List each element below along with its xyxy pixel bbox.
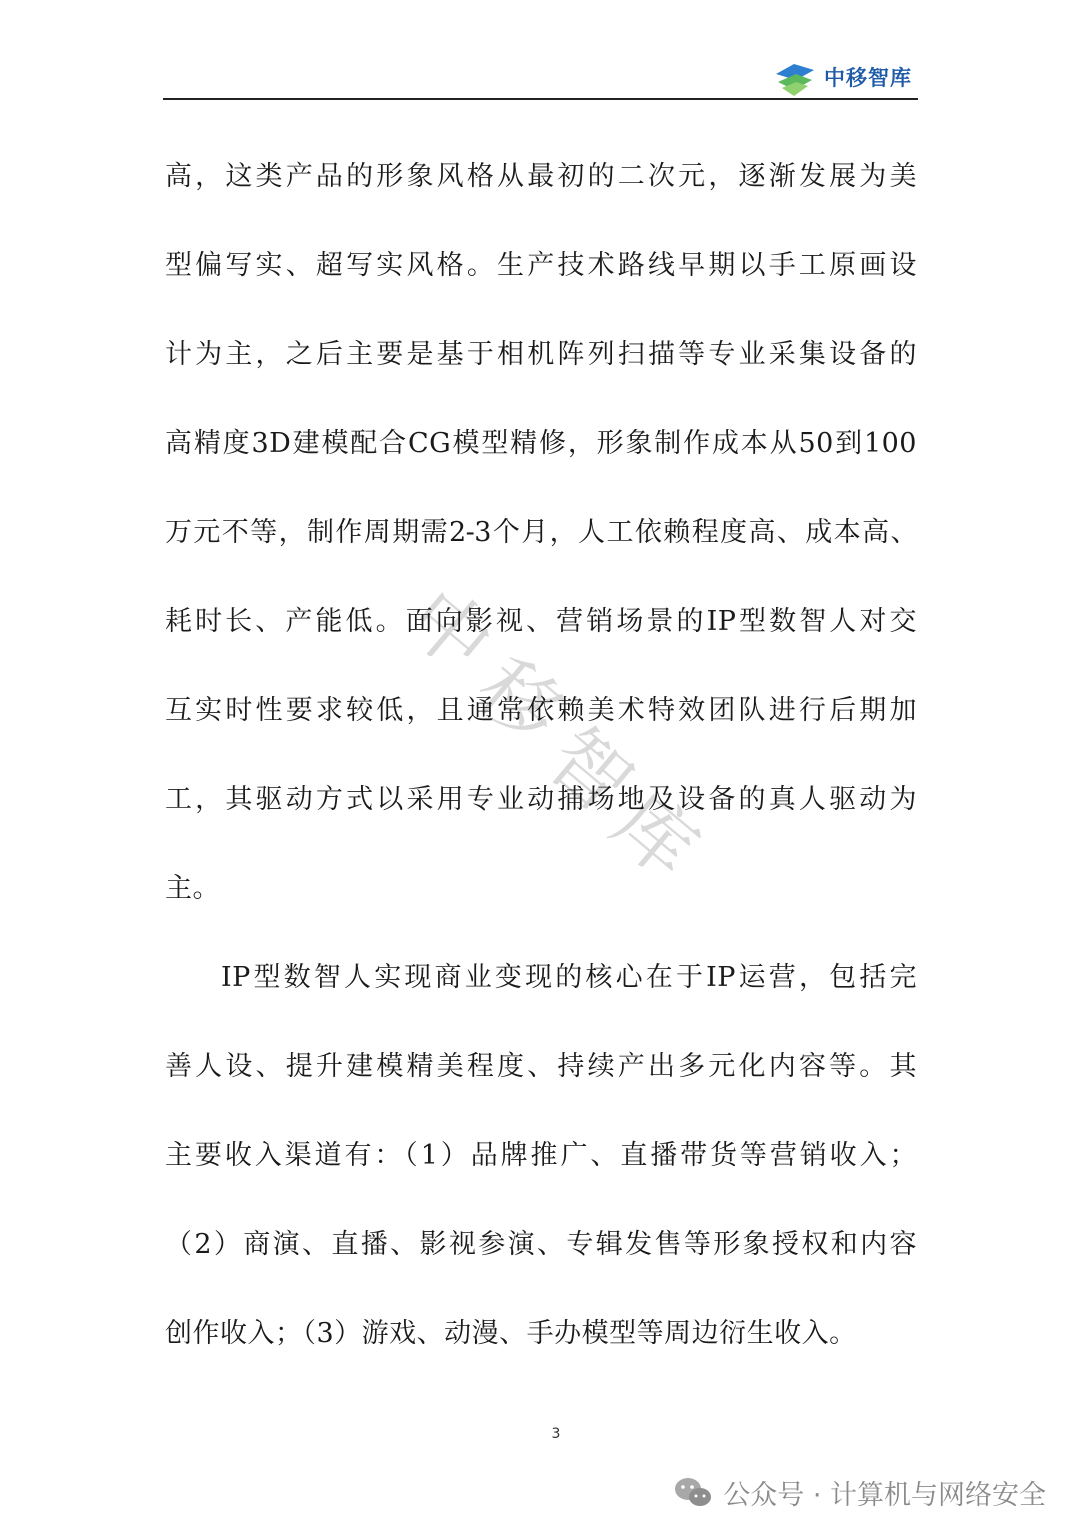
text-line: 万元不等，制作周期需2-3个月，人工依赖程度高、成本高、 bbox=[165, 517, 917, 548]
watermark-char: 智 bbox=[530, 711, 649, 831]
logo bbox=[772, 56, 912, 98]
watermark-char: 库 bbox=[595, 776, 714, 896]
text-line: 高精度3D建模配合CG模型精修，形象制作成本从50到100 bbox=[165, 428, 917, 459]
text-line: （2）商演、直播、影视参演、专辑发售等形象授权和内容 bbox=[165, 1229, 917, 1260]
watermark-char: 中 bbox=[390, 571, 509, 691]
text-line: 互实时性要求较低，且通常依赖美术特效团队进行后期加 bbox=[165, 695, 917, 726]
text-line: 善人设、提升建模精美程度、持续产出多元化内容等。其 bbox=[165, 1051, 917, 1082]
text-line: 高，这类产品的形象风格从最初的二次元，逐渐发展为美 bbox=[165, 161, 917, 192]
page-number: 3 bbox=[551, 1426, 561, 1442]
document-body bbox=[165, 132, 917, 1378]
footer-brand bbox=[673, 1470, 1046, 1514]
logo-mark-icon bbox=[772, 56, 818, 98]
wechat-icon bbox=[673, 1475, 713, 1509]
text-line: 计为主，之后主要是基于相机阵列扫描等专业采集设备的 bbox=[165, 339, 917, 370]
text-line: IP型数智人实现商业变现的核心在于IP运营，包括完 bbox=[221, 962, 917, 993]
logo-text: 中移智库 bbox=[824, 66, 912, 90]
watermark-char: 移 bbox=[460, 641, 579, 761]
text-line: 主要收入渠道有：（1）品牌推广、直播带货等营销收入； bbox=[165, 1140, 917, 1171]
text-line: 型偏写实、超写实风格。生产技术路线早期以手工原画设 bbox=[165, 250, 917, 281]
page-header bbox=[163, 50, 918, 100]
text-line: 主。 bbox=[165, 873, 220, 904]
footer-text: 公众号 · 计算机与网络安全 bbox=[723, 1479, 1046, 1511]
text-line: 创作收入；（3）游戏、动漫、手办模型等周边衍生收入。 bbox=[165, 1318, 857, 1349]
text-line: 耗时长、产能低。面向影视、营销场景的IP型数智人对交 bbox=[165, 606, 917, 637]
text-line: 工，其驱动方式以采用专业动捕场地及设备的真人驱动为 bbox=[165, 784, 917, 815]
